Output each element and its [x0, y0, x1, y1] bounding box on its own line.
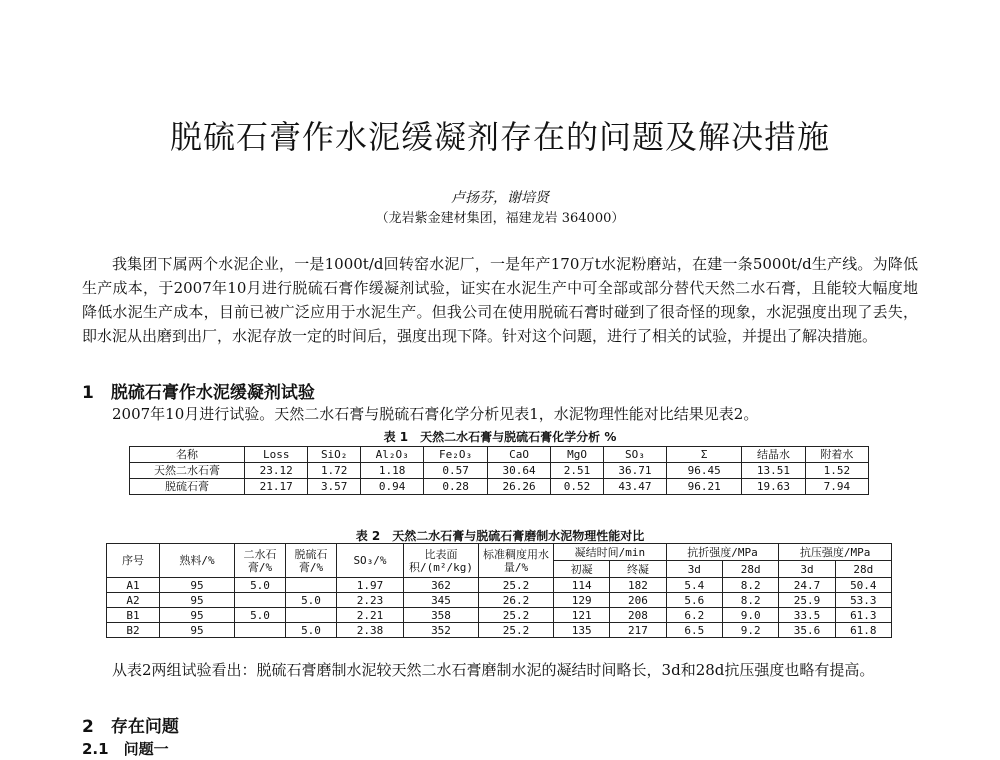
table-cell: 26.2 [479, 593, 554, 608]
table-cell: 6.2 [666, 608, 722, 623]
table-row [130, 479, 869, 495]
table-2-header-cell: 凝结时间/min [554, 544, 667, 561]
table-cell: 5.0 [235, 608, 286, 623]
table-cell [286, 608, 337, 623]
table-cell: 1.52 [805, 463, 868, 479]
table-cell: 6.5 [666, 623, 722, 638]
table-cell: 362 [404, 578, 479, 593]
table-cell: A2 [107, 593, 160, 608]
table-1-header-cell: Fe₂O₃ [424, 447, 487, 463]
section-2-heading: 2 存在问题 [82, 717, 179, 737]
table-cell [286, 578, 337, 593]
affiliation: （龙岩紫金建材集团，福建龙岩 364000） [375, 211, 625, 226]
table-cell: 25.2 [479, 608, 554, 623]
table-cell: 43.47 [603, 479, 666, 495]
table-1-header-cell: Σ [667, 447, 742, 463]
table-cell: 206 [610, 593, 666, 608]
table-cell: 9.0 [722, 608, 778, 623]
table-cell: 26.26 [487, 479, 550, 495]
table-cell: 30.64 [487, 463, 550, 479]
table-cell: 23.12 [245, 463, 308, 479]
table-cell: 2.51 [551, 463, 603, 479]
table-row [107, 593, 892, 608]
table-cell: 2.23 [337, 593, 404, 608]
table-2-conclusion: 从表2两组试验看出：脱硫石膏磨制水泥较天然二水石膏磨制水泥的凝结时间略长，3d和28d抗压强度也略有提高。 [112, 661, 875, 679]
table-cell: 0.28 [424, 479, 487, 495]
table-cell: B1 [107, 608, 160, 623]
table-2-header-cell: 终凝 [610, 561, 666, 578]
table-1-header-cell: 结晶水 [742, 447, 805, 463]
table-2-header-cell: 比表面积/(m²/kg) [404, 544, 479, 578]
table-cell: 1.97 [337, 578, 404, 593]
table-cell: 95 [160, 623, 235, 638]
table-1-caption: 表 1 天然二水石膏与脱硫石膏化学分析 % [383, 430, 617, 444]
table-2-header-cell: 标准稠度用水量/% [479, 544, 554, 578]
table-row [107, 578, 892, 593]
table-row [107, 623, 892, 638]
intro-paragraph: 我集团下属两个水泥企业，一是1000t/d回转窑水泥厂，一是年产170万t水泥粉磨站，在建一条5000t/d生产线。为降低生产成本，于2007年10月进行脱硫石膏作缓凝剂试验，证实在水泥生产中可全部或部分替代天然二水石膏，且能较大幅度地降低水泥生产成本，目前已被广泛应用于水泥生产。但我公司在使用脱硫石膏时碰到了很奇怪的现象，水泥强度出现了丢失，即水泥从出磨到出厂，水泥存放一定的时间后，强度出现下降。针对这个问题，进行了相关的试验，并提出了解决措施。 [82, 255, 918, 345]
section-1-text: 2007年10月进行试验。天然二水石膏与脱硫石膏化学分析见表1，水泥物理性能对比结果见表2。 [112, 405, 759, 423]
table-cell: 7.94 [805, 479, 868, 495]
table-cell: 61.3 [835, 608, 891, 623]
table-cell: 208 [610, 608, 666, 623]
table-cell: 25.2 [479, 578, 554, 593]
table-2-header-cell: 熟料/% [160, 544, 235, 578]
table-cell: 5.4 [666, 578, 722, 593]
table-2-header-cell: 抗压强度/MPa [779, 544, 892, 561]
table-cell: B2 [107, 623, 160, 638]
table-row [107, 608, 892, 623]
table-cell: 95 [160, 578, 235, 593]
table-2-header-cell: 3d [666, 561, 722, 578]
table-2-header-cell: 初凝 [554, 561, 610, 578]
table-cell: 95 [160, 593, 235, 608]
table-2-header-cell: 抗折强度/MPa [666, 544, 779, 561]
table-cell: 358 [404, 608, 479, 623]
table-2-header-cell: 序号 [107, 544, 160, 578]
table-cell [235, 623, 286, 638]
table-cell: 5.0 [235, 578, 286, 593]
table-cell: 96.21 [667, 479, 742, 495]
table-2-header-cell: SO₃/% [337, 544, 404, 578]
table-cell: 61.8 [835, 623, 891, 638]
table-1-header-cell: MgO [551, 447, 603, 463]
table-cell: 36.71 [603, 463, 666, 479]
table-cell: 345 [404, 593, 479, 608]
table-cell: 19.63 [742, 479, 805, 495]
table-cell: 1.18 [360, 463, 423, 479]
table-cell: 13.51 [742, 463, 805, 479]
table-cell: 5.0 [286, 623, 337, 638]
table-1-header-row [130, 447, 869, 463]
table-1-header-cell: SO₃ [603, 447, 666, 463]
table-cell [235, 593, 286, 608]
table-row [130, 463, 869, 479]
table-cell: 1.72 [308, 463, 360, 479]
table-2-header-cell: 28d [722, 561, 778, 578]
table-cell: 5.0 [286, 593, 337, 608]
table-cell: 352 [404, 623, 479, 638]
table-cell: 114 [554, 578, 610, 593]
table-1-header-cell: 附着水 [805, 447, 868, 463]
table-cell: 50.4 [835, 578, 891, 593]
paper-title: 脱硫石膏作水泥缓凝剂存在的问题及解决措施 [169, 118, 830, 156]
table-cell: 0.52 [551, 479, 603, 495]
table-1-header-cell: Loss [245, 447, 308, 463]
table-cell: 0.94 [360, 479, 423, 495]
table-cell: 35.6 [779, 623, 835, 638]
table-1-header-cell: Al₂O₃ [360, 447, 423, 463]
table-cell: 96.45 [667, 463, 742, 479]
table-2-header-cell: 3d [779, 561, 835, 578]
table-cell: 9.2 [722, 623, 778, 638]
table-cell: 182 [610, 578, 666, 593]
table-1-header-cell: SiO₂ [308, 447, 360, 463]
table-cell: A1 [107, 578, 160, 593]
table-2-header-cell: 28d [835, 561, 891, 578]
table-cell: 脱硫石膏 [130, 479, 245, 495]
table-cell: 天然二水石膏 [130, 463, 245, 479]
table-2-caption: 表 2 天然二水石膏与脱硫石膏磨制水泥物理性能对比 [355, 529, 645, 543]
table-cell: 95 [160, 608, 235, 623]
table-cell: 25.2 [479, 623, 554, 638]
table-cell: 24.7 [779, 578, 835, 593]
table-cell: 129 [554, 593, 610, 608]
table-1 [129, 446, 869, 495]
table-cell: 25.9 [779, 593, 835, 608]
table-2 [106, 543, 892, 638]
table-cell: 2.38 [337, 623, 404, 638]
table-cell: 21.17 [245, 479, 308, 495]
table-2-header-cell: 脱硫石膏/% [286, 544, 337, 578]
table-cell: 33.5 [779, 608, 835, 623]
table-cell: 2.21 [337, 608, 404, 623]
section-2-1-heading: 2.1 问题一 [82, 740, 169, 758]
table-cell: 217 [610, 623, 666, 638]
table-cell: 121 [554, 608, 610, 623]
authors: 卢扬芬，谢培贤 [451, 190, 549, 206]
table-cell: 135 [554, 623, 610, 638]
table-1-header-cell: 名称 [130, 447, 245, 463]
table-cell: 8.2 [722, 593, 778, 608]
section-1-heading: 1 脱硫石膏作水泥缓凝剂试验 [82, 383, 315, 403]
table-2-header-cell: 二水石膏/% [235, 544, 286, 578]
table-1-header-cell: CaO [487, 447, 550, 463]
table-cell: 53.3 [835, 593, 891, 608]
table-cell: 0.57 [424, 463, 487, 479]
table-2-header-row [107, 544, 892, 561]
table-cell: 5.6 [666, 593, 722, 608]
table-cell: 3.57 [308, 479, 360, 495]
table-cell: 8.2 [722, 578, 778, 593]
